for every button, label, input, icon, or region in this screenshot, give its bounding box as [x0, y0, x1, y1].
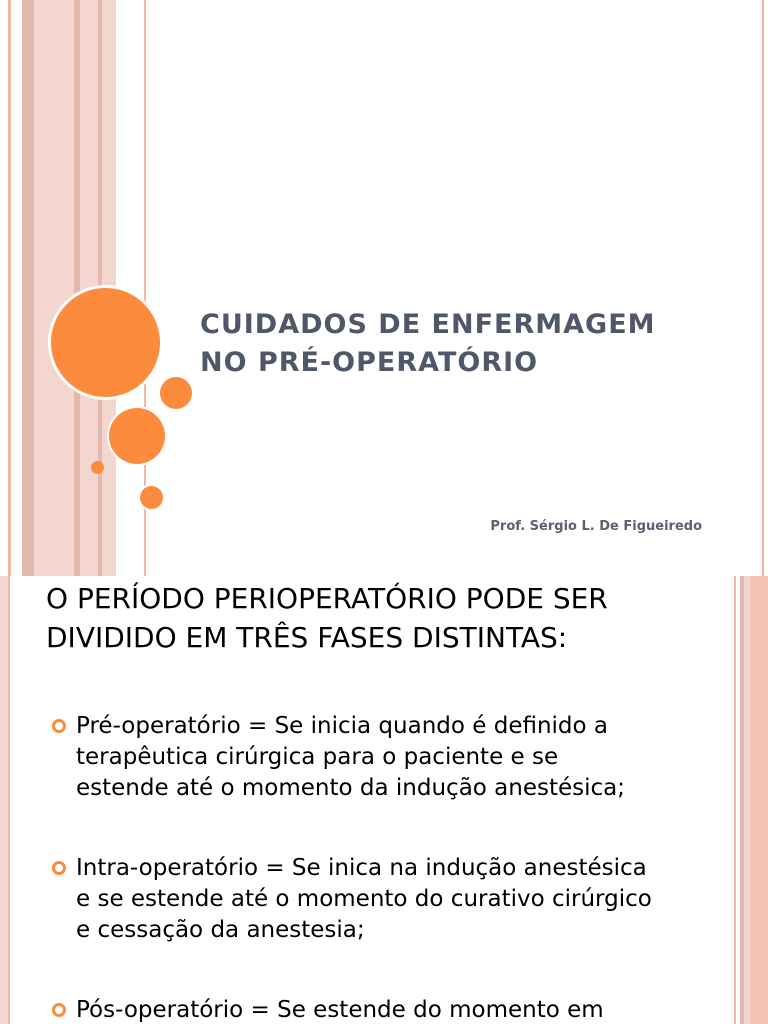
slide-title: CUIDADOS DE ENFERMAGEM NO PRÉ-OPERATÓRIO [200, 309, 656, 378]
bullet-icon [52, 719, 66, 733]
decor-stripe [8, 0, 11, 576]
list-item-text: Pós-operatório = Se estende do momento em [76, 997, 604, 1023]
decor-circle-small [160, 377, 192, 409]
content-slide [0, 576, 768, 1024]
list-item [52, 853, 692, 946]
decor-stripe [8, 576, 10, 1024]
decor-stripe [34, 0, 74, 576]
list-item-text: Intra-operatório = Se inica na indução anestésica e se estende até o momento do curativo cirúrgico e cessação da anestesia; [76, 855, 652, 943]
decor-circle-large [51, 288, 160, 397]
decor-stripe [762, 0, 764, 576]
bullet-icon [52, 861, 66, 875]
decor-stripe [0, 576, 8, 1024]
decor-stripe [22, 0, 34, 576]
decor-circle-medium [109, 408, 165, 464]
list-item [52, 995, 692, 1024]
decor-stripe [750, 576, 768, 1024]
list-item [52, 711, 692, 804]
decor-circle-small [140, 486, 163, 509]
author-name: Prof. Sérgio L. De Figueiredo [490, 519, 702, 534]
slide-heading: O PERÍODO PERIOPERATÓRIO PODE SER DIVIDIDO EM TRÊS FASES DISTINTAS: [46, 582, 608, 654]
list-item-text: Pré-operatório = Se inicia quando é definido a terapêutica cirúrgica para o paciente e se estende até o momento da indução anestésica; [76, 713, 626, 801]
bullet-icon [52, 1003, 66, 1017]
decor-stripe [734, 576, 736, 1024]
phase-list [52, 711, 692, 1024]
decor-circle-tiny [91, 461, 104, 474]
